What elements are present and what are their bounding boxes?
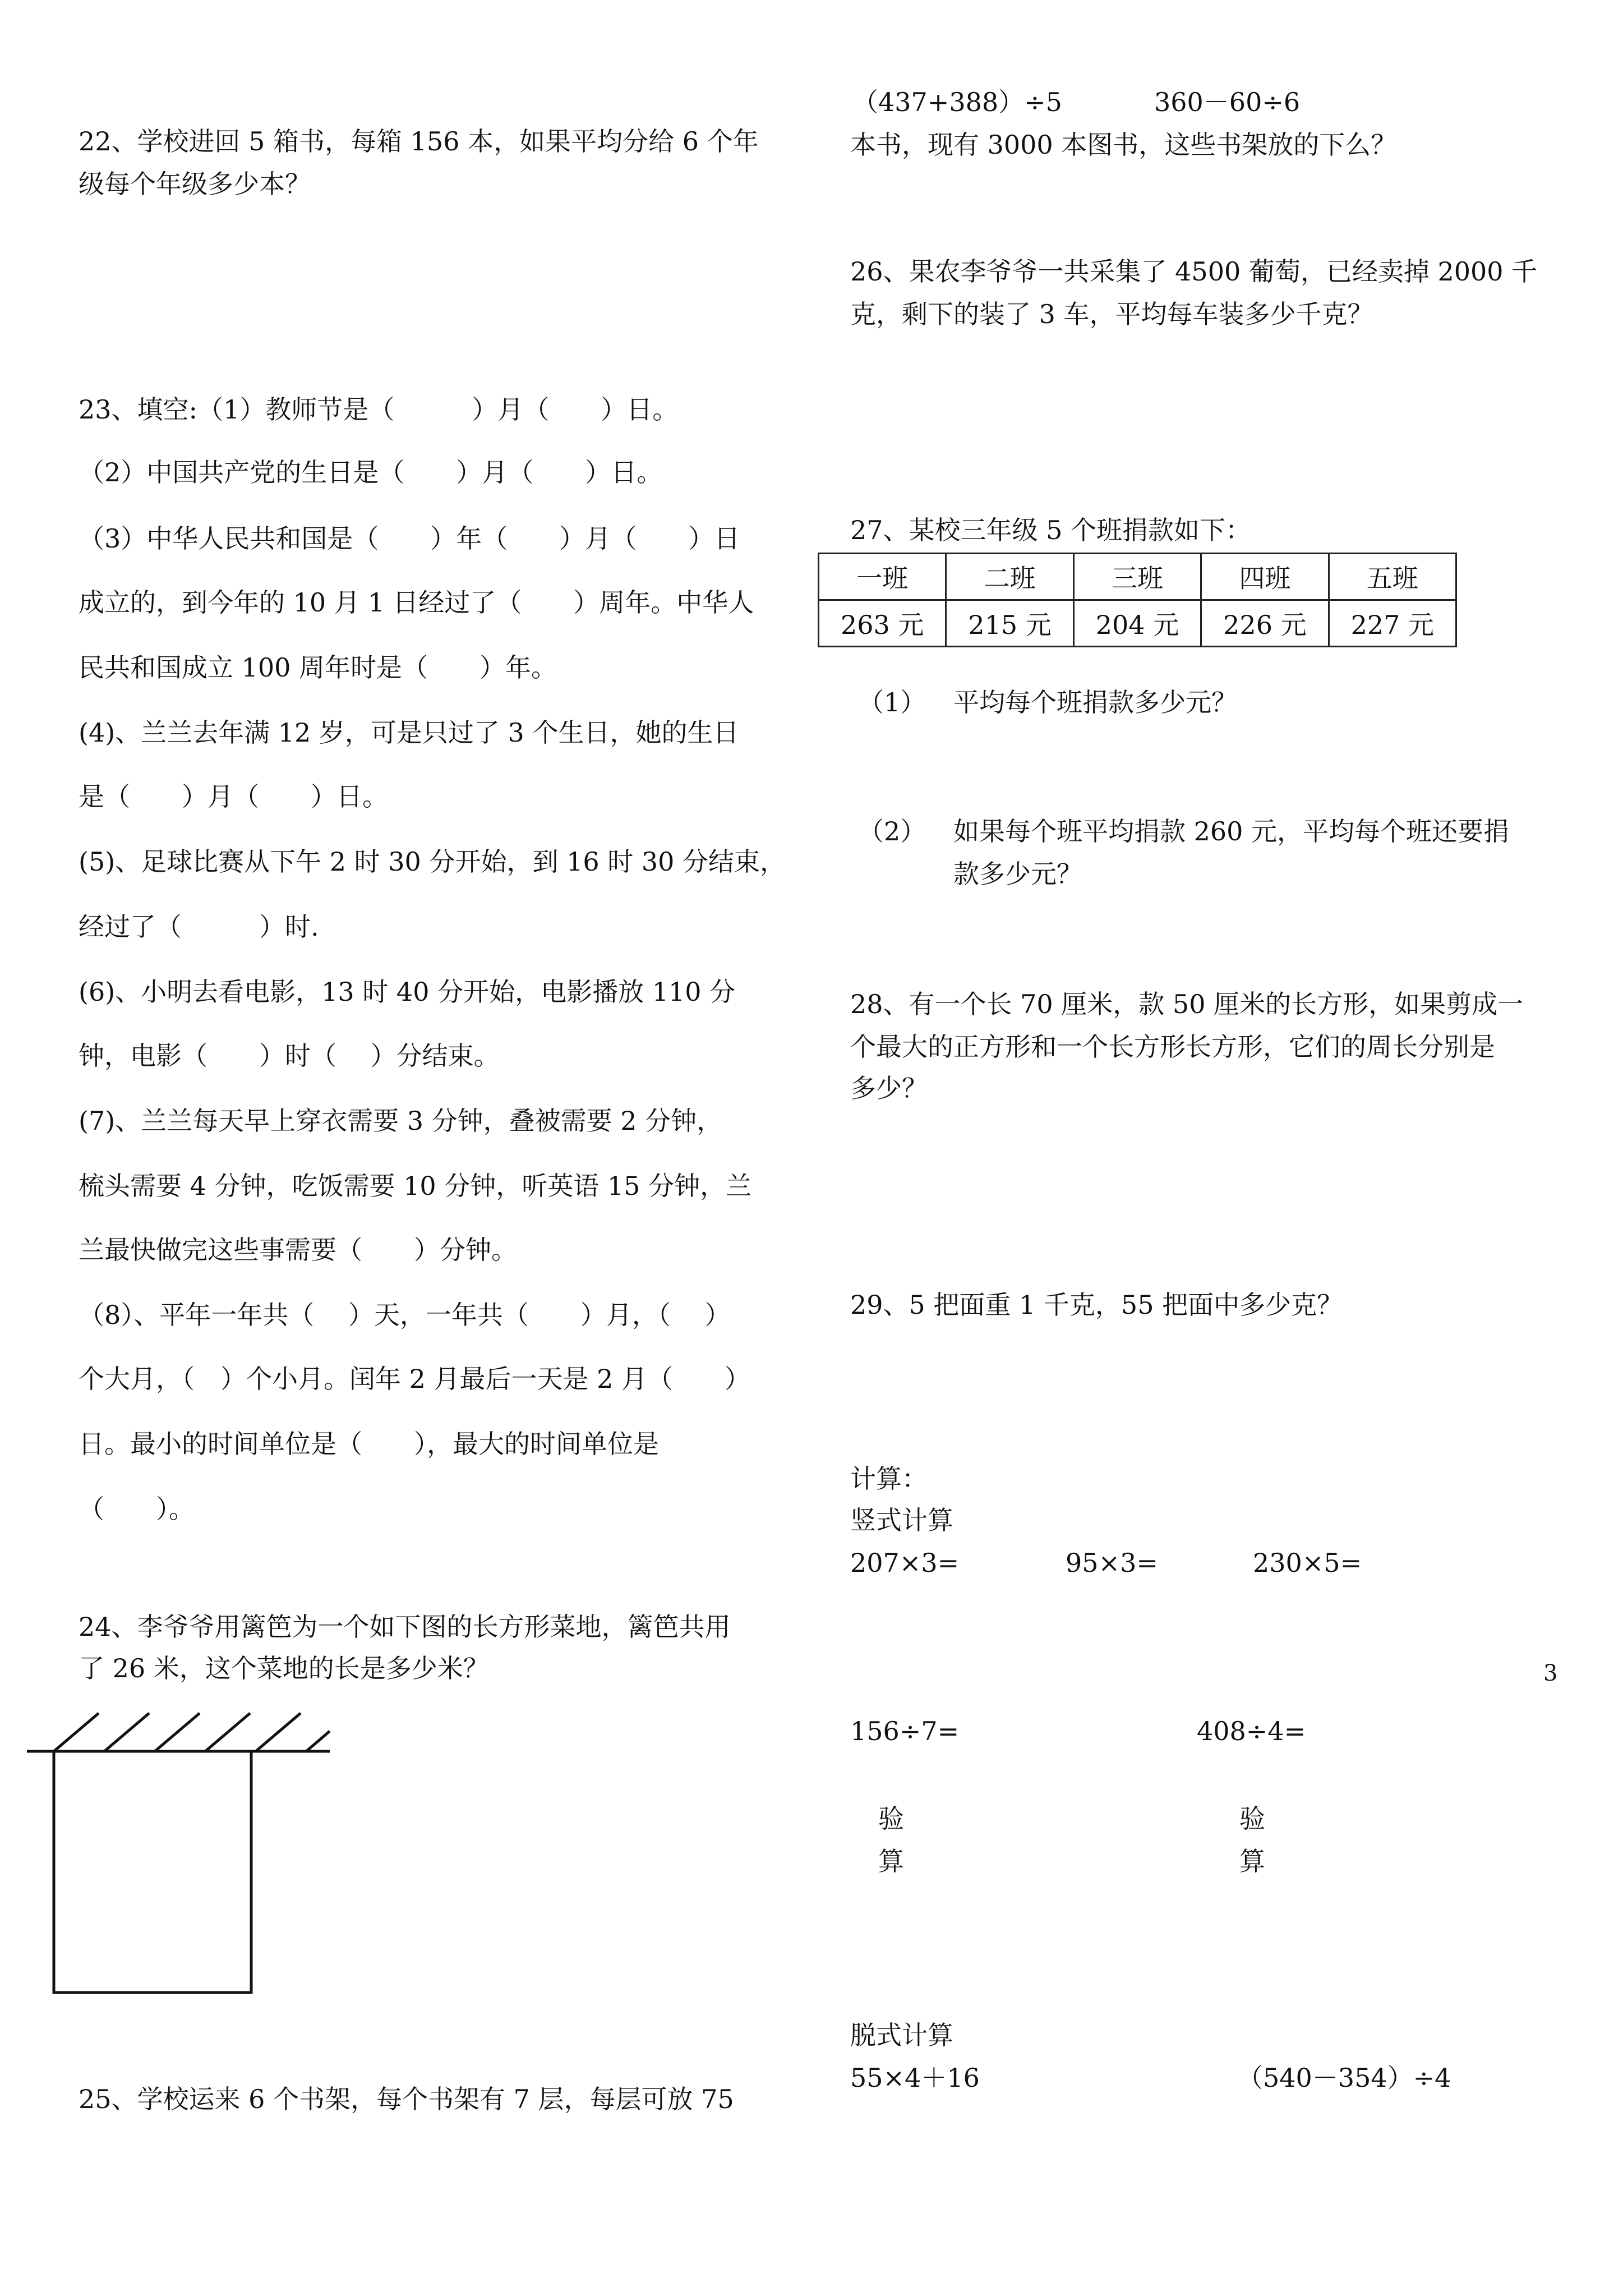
q23-line6: (4)、兰兰去年满 12 岁，可是只过了 3 个生日，她的生日 [79,717,739,748]
q23-line8: (5)、足球比赛从下午 2 时 30 分开始，到 16 时 30 分结束， [79,846,786,877]
q23-line13: 梳头需要 4 分钟，吃饭需要 10 分钟，听英语 15 分钟，兰 [79,1171,752,1201]
q23-line9: 经过了（ ）时. [79,912,319,942]
page-number: 3 [1543,1660,1558,1686]
q23-line5: 民共和国成立 100 周年时是（ ）年。 [79,652,557,683]
donation-table [818,553,1457,647]
stepwise-calc-title: 脱式计算 [850,2020,953,2050]
q27-1-number: （1） [858,687,926,717]
check-label-2-char1: 验 [1239,1803,1265,1834]
q28-line3: 多少？ [850,1073,928,1103]
q27-2-line2: 款多少元？ [953,859,1082,889]
fence-hatch [54,1713,99,1751]
q23-line12: (7)、兰兰每天早上穿衣需要 3 分钟，叠被需要 2 分钟， [79,1106,723,1136]
stepwise-calc-2: （540－354）÷4 [1237,2063,1451,2093]
calc-title: 计算： [850,1464,928,1494]
vegetable-plot-rectangle [54,1751,251,1993]
q26-line2: 克，剩下的装了 3 车，平均每车装多少千克？ [850,299,1373,329]
q23-line3: （3）中华人民共和国是（ ）年（ ）月（ ）日 [79,523,740,554]
table-cell: 263 元 [819,600,946,647]
q24-line1: 24、李爷爷用篱笆为一个如下图的长方形菜地，篱笆共用 [79,1612,731,1642]
table-cell: 227 元 [1329,600,1456,647]
fence-hatch [104,1713,149,1751]
q22-line2: 级每个年级多少本？ [79,169,311,199]
q27-1-text: 平均每个班捐款多少元？ [953,687,1237,717]
q23-line4: 成立的，到今年的 10 月 1 日经过了（ ）周年。中华人 [79,587,754,618]
q28-line1: 28、有一个长 70 厘米，款 50 厘米的长方形，如果剪成一 [850,989,1524,1019]
division-calc-2: 408÷4= [1197,1716,1306,1746]
table-cell: 204 元 [1073,600,1201,647]
q22-line1: 22、学校进回 5 箱书，每箱 156 本，如果平均分给 6 个年 [79,126,759,157]
check-label-1-char2: 算 [878,1846,904,1876]
table-cell: 226 元 [1201,600,1329,647]
vertical-calc-1: 207×3= [850,1548,960,1578]
q23-line10: (6)、小明去看电影，13 时 40 分开始，电影播放 110 分 [79,977,736,1007]
q25-continued: 本书，现有 3000 本图书，这些书架放的下么？ [850,130,1397,160]
table-row [819,600,1456,647]
q23-line17: 日。最小的时间单位是（ ），最大的时间单位是 [79,1429,659,1459]
fence-hatch [256,1713,301,1751]
table-cell: 215 元 [946,600,1073,647]
fence-hatch [306,1731,330,1751]
q23-line2: （2）中国共产党的生日是（ ）月（ ）日。 [79,457,663,487]
q28-line2: 个最大的正方形和一个长方形长方形，它们的周长分别是 [850,1032,1495,1062]
q25-line1: 25、学校运来 6 个书架，每个书架有 7 层，每层可放 75 [79,2084,734,2114]
vertical-calc-3: 230×5= [1253,1548,1362,1578]
division-calc-1: 156÷7= [850,1716,960,1746]
q24-line2: 了 26 米，这个菜地的长是多少米？ [79,1653,489,1683]
fence-rectangle-diagram [27,1705,341,2019]
table-header-cell: 二班 [946,554,1073,600]
q23-line15: （8）、平年一年共（ ）天，一年共（ ）月，（ ） [79,1300,731,1330]
stepwise-calc-1: 55×4＋16 [850,2063,980,2093]
vertical-calc-title: 竖式计算 [850,1505,953,1535]
fence-hatch [205,1713,250,1751]
q23-line16: 个大月，（ ）个小月。闰年 2 月最后一天是 2 月（ ） [79,1364,751,1394]
fence-hatch [155,1713,200,1751]
q23-line18: （ ）。 [79,1494,195,1524]
table-header-cell: 三班 [1073,554,1201,600]
check-label-2-char2: 算 [1239,1846,1265,1876]
q29-text: 29、5 把面重 1 千克，55 把面中多少克？ [850,1290,1343,1320]
table-header-cell: 一班 [819,554,946,600]
q23-line14: 兰最快做完这些事需要（ ）分钟。 [79,1235,517,1265]
q27-title: 27、某校三年级 5 个班捐款如下： [850,515,1252,545]
table-header-cell: 五班 [1329,554,1456,600]
q27-2-line1: 如果每个班平均捐款 260 元，平均每个班还要捐 [953,816,1510,846]
top-expression-1: （437+388）÷5 [852,87,1062,117]
table-header-row [819,554,1456,600]
q23-line1: 23、填空:（1）教师节是（ ）月（ ）日。 [79,394,679,425]
q23-line11: 钟，电影（ ）时（ ）分结束。 [79,1041,500,1071]
q27-2-number: （2） [858,816,926,846]
table-header-cell: 四班 [1201,554,1329,600]
q26-line1: 26、果农李爷爷一共采集了 4500 葡萄，已经卖掉 2000 千 [850,256,1538,287]
top-expression-2: 360－60÷6 [1154,87,1301,117]
q23-line7: 是（ ）月（ ）日。 [79,781,388,812]
vertical-calc-2: 95×3= [1066,1548,1158,1578]
check-label-1-char1: 验 [878,1803,904,1834]
